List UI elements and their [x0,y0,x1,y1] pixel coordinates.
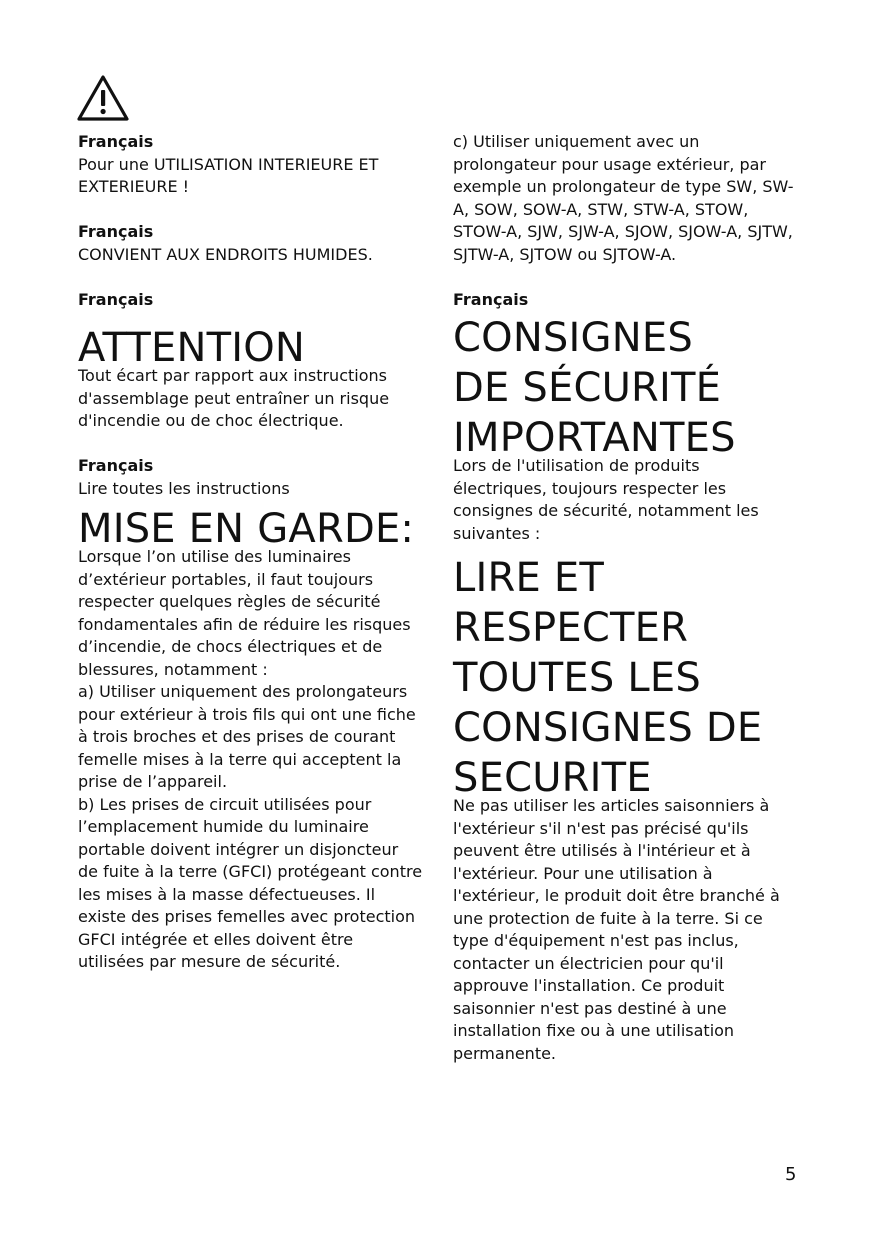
warning-item-a: a) Utiliser uniquement des prolongateurs pour extérieur à trois fils qui ont une fiche à trois broches et des prises de courant femelle mises à la terre qui acceptent la prise de l’appareil. [78,682,416,791]
page-number: 5 [785,1164,797,1185]
safety-instructions-heading: CONSIGNES DE SÉCURITÉ IMPORTANTES [453,315,736,461]
damp-locations-notice: CONVIENT AUX ENDROITS HUMIDES. [78,244,373,264]
read-follow-heading: LIRE ET RESPECTER TOUTES LES CONSIGNES DE SECURITE [453,555,763,801]
language-label: Français [78,222,154,241]
right-column [453,131,798,1065]
safety-intro-text: Lors de l'utilisation de produits électriques, toujours respecter les consignes de sécurité, notamment les suivantes : [453,456,759,543]
read-instructions-text: Lire toutes les instructions [78,478,290,498]
warning-intro: Lorsque l’on utilise des luminaires d’extérieur portables, il faut toujours respecter quelques règles de sécurité fondamentales afin de réduire les risques d’incendie, de chocs électriques et de blessures, notamment : [78,547,411,679]
seasonal-use-text: Ne pas utiliser les articles saisonniers à l'extérieur s'il n'est pas précisé qu'ils peuvent être utilisés à l'intérieur et à l'extérieur. Pour une utilisation à l'extérieur, le produit doit être branché à une protection de fuite à la terre. Si ce type d'équipement n'est pas inclus, contacter un électricien pour qu'il approuve l'installation. Ce produit saisonnier n'est pas destiné à une installation fixe ou à une utilisation permanente. [453,796,780,1063]
language-label: Français [453,289,529,309]
indoor-outdoor-notice: Pour une UTILISATION INTERIEURE ET EXTERIEURE ! [78,154,379,196]
warning-item-b: b) Les prises de circuit utilisées pour l’emplacement humide du luminaire portable doivent intégrer un disjoncteur de fuite à la terre (GFCI) protégeant contre les mises à la masse défectueuses. Il existe des prises femelles avec protection GFCI intégrée et elles doivent être utilisées par mesure de sécurité. [78,794,423,971]
language-label: Français [78,456,154,475]
warning-heading: MISE EN GARDE: [78,506,415,552]
warning-triangle-icon [76,74,130,122]
attention-heading: ATTENTION [78,325,306,371]
language-label: Français [78,132,154,151]
left-column [78,131,423,974]
attention-text: Tout écart par rapport aux instructions d'assemblage peut entraîner un risque d'incendie ou de choc électrique. [78,366,390,430]
warning-item-c: c) Utiliser uniquement avec un prolongateur pour usage extérieur, par exemple un prolongateur de type SW, SW-A, SOW, SOW-A, STW, STW-A, STOW, STOW-A, SJW, SJW-A, SJOW, SJOW-A, SJTW, SJTW-A, SJTOW ou SJTOW-A. [453,132,794,264]
language-label: Français [78,289,154,309]
